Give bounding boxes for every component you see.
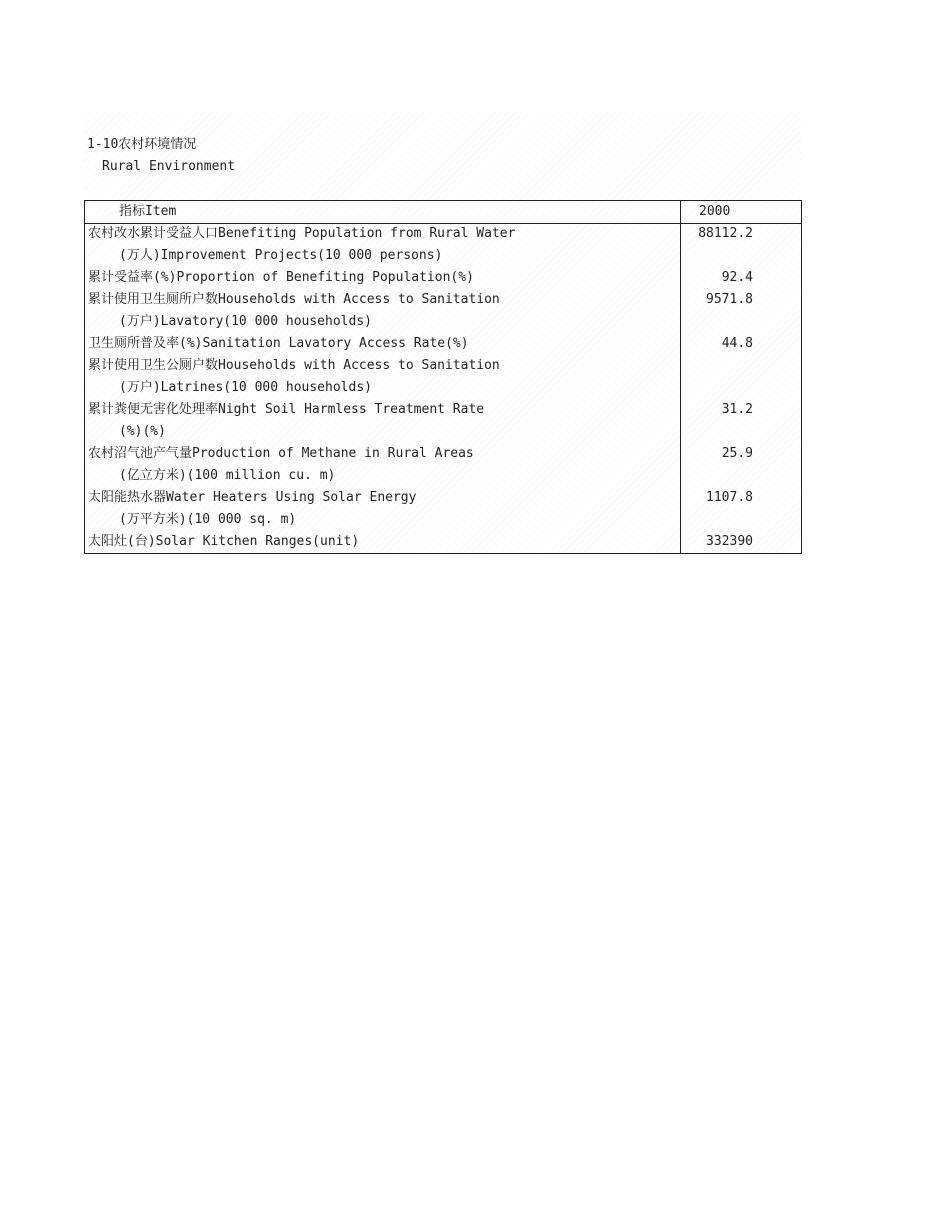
row-value: 88112.2 [698,226,753,241]
row-label-line1: 农村沼气池产气量Production of Methane in Rural Areas [88,446,474,461]
row-label-line1: 累计粪便无害化处理率Night Soil Harmless Treatment Rate [88,402,485,417]
column-divider [680,201,681,553]
row-label-line2: (%)(%) [119,424,166,439]
table-title-chinese: 1-10农村环境情况 [87,137,197,152]
table-title-english: Rural Environment [102,159,236,174]
row-label-line2: (亿立方米)(100 million cu. m) [119,468,336,483]
row-label-line2: (万平方米)(10 000 sq. m) [119,512,297,527]
row-value: 44.8 [721,336,753,351]
column-header-item: 指标Item [119,204,177,219]
spreadsheet-area [84,112,802,554]
column-header-year: 2000 [699,204,731,219]
row-value: 9571.8 [706,292,753,307]
row-value: 1107.8 [706,490,753,505]
row-label-line1: 太阳灶(台)Solar Kitchen Ranges(unit) [88,534,360,549]
row-label-line1: 累计使用卫生厕所户数Households with Access to Sanitation [88,292,500,307]
row-label-line1: 农村改水累计受益人口Benefiting Population from Rural Water [88,226,516,241]
row-value: 332390 [706,534,753,549]
row-label-line1: 卫生厕所普及率(%)Sanitation Lavatory Access Rate(%) [88,336,469,351]
row-label-line2: (万户)Latrines(10 000 households) [119,380,372,395]
row-label-line1: 累计受益率(%)Proportion of Benefiting Population(%) [88,270,474,285]
table-header-row [85,201,801,224]
row-value: 31.2 [721,402,753,417]
row-label-line2: (万户)Lavatory(10 000 households) [119,314,372,329]
row-label-line1: 累计使用卫生公厕户数Households with Access to Sanitation [88,358,500,373]
row-label-line2: (万人)Improvement Projects(10 000 persons) [119,248,443,263]
row-value: 92.4 [721,270,753,285]
row-value: 25.9 [721,446,753,461]
data-table [84,200,802,554]
row-label-line1: 太阳能热水器Water Heaters Using Solar Energy [88,490,417,505]
